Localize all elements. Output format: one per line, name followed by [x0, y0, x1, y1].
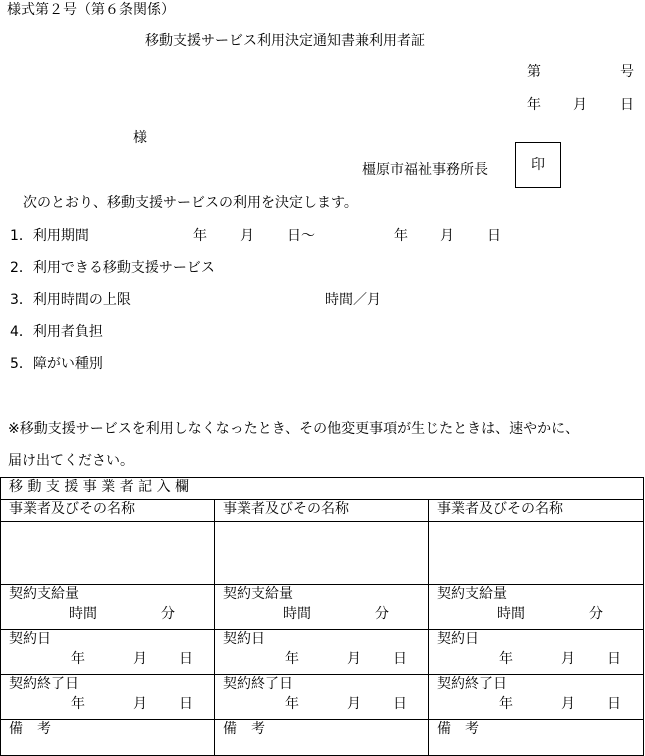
item-1-label: 1．利用期間	[10, 228, 89, 244]
day-unit: 日	[179, 696, 193, 712]
date-month: 月	[573, 97, 587, 113]
item-3-unit: 時間／月	[325, 292, 381, 308]
note-line-1: ※移動支援サービスを利用しなくなったとき、その他変更事項が生じたときは、速やかに、	[8, 421, 580, 437]
hours-unit: 時間	[283, 606, 311, 622]
day-unit: 日	[607, 696, 621, 712]
provider-name-field-1[interactable]	[1, 522, 215, 585]
contract-amount-cell-1[interactable]	[1, 585, 215, 630]
item-1-year2: 年	[394, 228, 408, 244]
month-unit: 月	[133, 651, 147, 667]
item-5-label: 5．障がい種別	[10, 356, 103, 372]
end-date-cell-3[interactable]	[429, 675, 644, 720]
minutes-unit: 分	[375, 606, 389, 622]
item-1-day1: 日～	[287, 228, 315, 244]
provider-entry-table	[0, 477, 644, 756]
end-date-label: 契約終了日	[437, 676, 507, 692]
date-day: 日	[620, 97, 634, 113]
hours-unit: 時間	[497, 606, 525, 622]
provider-name-field-3[interactable]	[429, 522, 644, 585]
contract-amount-label: 契約支給量	[9, 586, 79, 602]
provider-name-label-1: 事業者及びその名称	[1, 500, 215, 522]
contract-date-label: 契約日	[9, 631, 51, 647]
remarks-label: 備 考	[223, 721, 265, 737]
contract-amount-cell-3[interactable]	[429, 585, 644, 630]
day-unit: 日	[179, 651, 193, 667]
item-1-year1: 年	[193, 228, 207, 244]
hours-unit: 時間	[69, 606, 97, 622]
end-date-label: 契約終了日	[9, 676, 79, 692]
contract-date-cell-1[interactable]	[1, 630, 215, 675]
remarks-cell-1[interactable]	[1, 720, 215, 756]
note-line-2: 届け出てください。	[8, 453, 134, 469]
item-3-label: 3．利用時間の上限	[10, 292, 131, 308]
intro-text: 次のとおり、移動支援サービスの利用を決定します。	[23, 195, 358, 211]
contract-amount-label: 契約支給量	[223, 586, 293, 602]
item-4-label: 4．利用者負担	[10, 324, 103, 340]
number-go: 号	[620, 64, 634, 80]
item-2-label: 2．利用できる移動支援サービス	[10, 260, 215, 276]
remarks-cell-2[interactable]	[215, 720, 429, 756]
month-unit: 月	[347, 651, 361, 667]
contract-amount-cell-2[interactable]	[215, 585, 429, 630]
minutes-unit: 分	[589, 606, 603, 622]
month-unit: 月	[347, 696, 361, 712]
minutes-unit: 分	[161, 606, 175, 622]
contract-date-label: 契約日	[437, 631, 479, 647]
provider-name-label-2: 事業者及びその名称	[215, 500, 429, 522]
year-unit: 年	[285, 651, 299, 667]
provider-name-field-2[interactable]	[215, 522, 429, 585]
seal-box	[515, 142, 561, 188]
day-unit: 日	[393, 651, 407, 667]
day-unit: 日	[393, 696, 407, 712]
number-dai: 第	[527, 64, 541, 80]
contract-date-label: 契約日	[223, 631, 265, 647]
item-1-month1: 月	[240, 228, 254, 244]
seal-mark: 印	[531, 157, 545, 173]
form-number-label: 様式第２号（第６条関係）	[7, 2, 175, 18]
end-date-label: 契約終了日	[223, 676, 293, 692]
year-unit: 年	[71, 696, 85, 712]
recipient-sama: 様	[133, 130, 147, 146]
item-1-day2: 日	[487, 228, 501, 244]
remarks-label: 備 考	[9, 721, 51, 737]
provider-table-header: 移 動 支 援 事 業 者 記 入 欄	[1, 478, 644, 500]
contract-date-cell-3[interactable]	[429, 630, 644, 675]
item-1-month2: 月	[440, 228, 454, 244]
year-unit: 年	[285, 696, 299, 712]
month-unit: 月	[561, 651, 575, 667]
issuer-name: 橿原市福祉事務所長	[362, 162, 488, 178]
end-date-cell-2[interactable]	[215, 675, 429, 720]
day-unit: 日	[607, 651, 621, 667]
year-unit: 年	[71, 651, 85, 667]
date-year: 年	[527, 97, 541, 113]
end-date-cell-1[interactable]	[1, 675, 215, 720]
contract-date-cell-2[interactable]	[215, 630, 429, 675]
year-unit: 年	[499, 696, 513, 712]
contract-amount-label: 契約支給量	[437, 586, 507, 602]
remarks-label: 備 考	[437, 721, 479, 737]
year-unit: 年	[499, 651, 513, 667]
provider-name-label-3: 事業者及びその名称	[429, 500, 644, 522]
page-title: 移動支援サービス利用決定通知書兼利用者証	[145, 33, 425, 49]
remarks-cell-3[interactable]	[429, 720, 644, 756]
month-unit: 月	[561, 696, 575, 712]
month-unit: 月	[133, 696, 147, 712]
